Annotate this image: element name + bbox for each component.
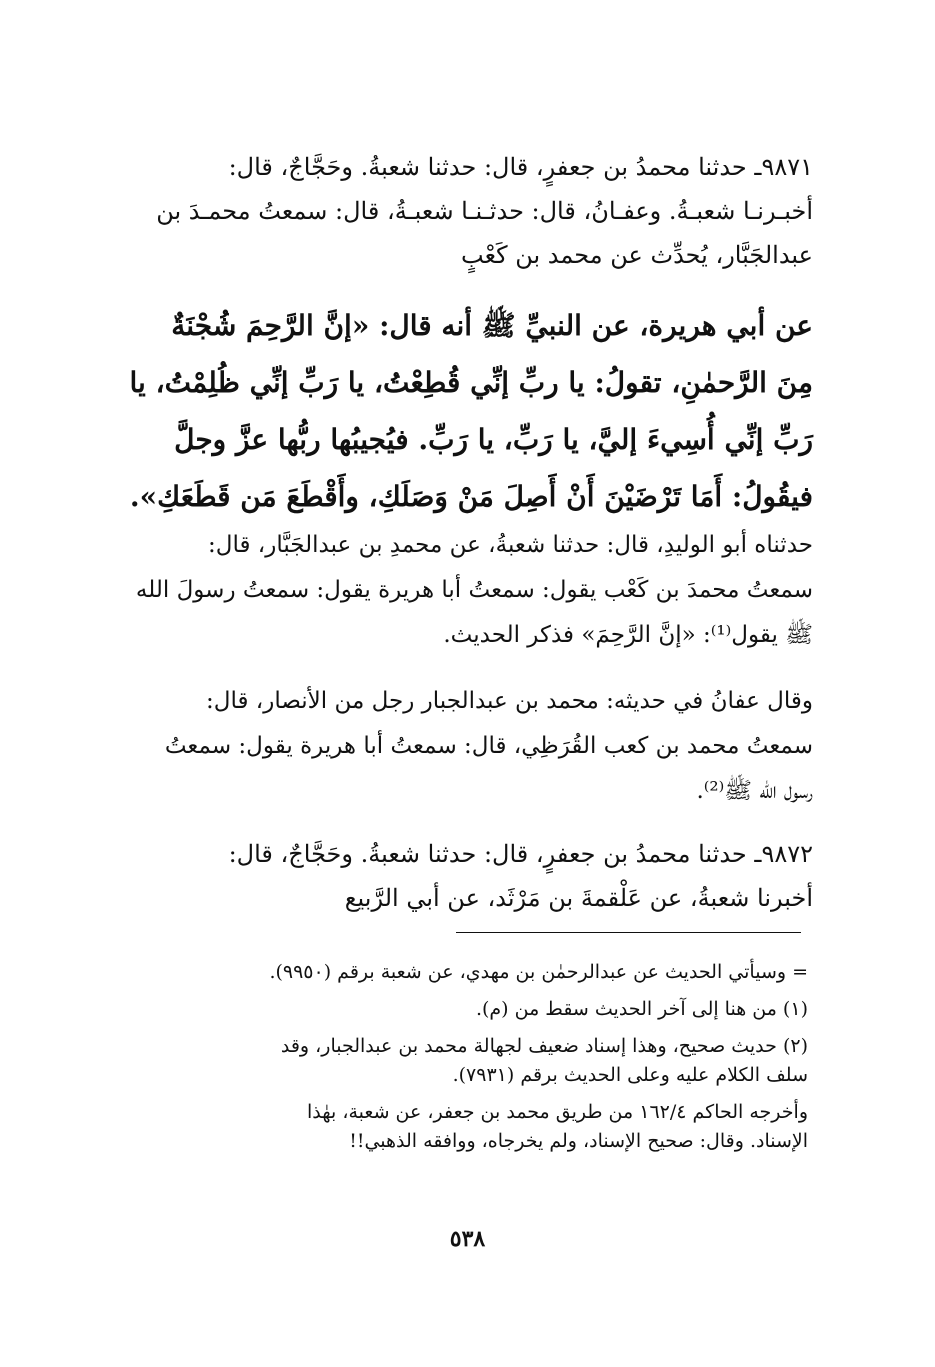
hadith-9872-chain: [95, 832, 813, 920]
text-line: أخبرنا شعبةُ، عن عَلْقمةَ بن مَرْثَد، عن أبي الرَّبيع: [344, 884, 813, 912]
footnote-continuation: [108, 958, 808, 987]
footnote-1: [108, 995, 808, 1024]
text-line: عن أبي هريرة، عن النبيِّ ﷺ أنه قال: «إنَّ الرَّحِمَ شُجْنَةٌ: [171, 309, 813, 342]
text-line: وقال عفانُ في حديثه: محمد بن عبدالجبار رجل من الأنصار، قال:: [206, 688, 813, 714]
text-line: = وسيأتي الحديث عن عبدالرحمٰن بن مهدي، عن شعبة برقم (٩٩٥٠).: [269, 961, 808, 983]
text-line: ٩٨٧٢ـ حدثنا محمدُ بن جعفرٍ، قال: حدثنا شعبةُ. وحَجَّاجٌ، قال:: [228, 840, 813, 868]
text-line: فيقُولُ: أَمَا تَرْضَيْنَ أَنْ أَصِلَ مَنْ وَصَلَكِ، وأَقْطَعَ مَن قَطَعَكِ».: [129, 480, 813, 513]
text-line: (٢) حديث صحيح، وهذا إسناد ضعيف لجهالة محمد بن عبدالجبار، وقد: [280, 1035, 808, 1057]
text-line: أخبـرنـا شعبـةُ. وعفـانُ، قال: حدثـنـا شعبـةُ، قال: سمعتُ محمـدَ بن: [156, 197, 813, 225]
footnote-2: [108, 1032, 808, 1090]
text-line: (١) من هنا إلى آخر الحديث سقط من (م).: [475, 998, 808, 1020]
text-line: رَبِّ إنِّي أُسِيءَ إليَّ، يا رَبِّ، يا رَبِّ. فيُجيبُها ربُّها عزَّ وجلَّ: [174, 423, 813, 456]
text-line: مِنَ الرَّحمٰنِ، تقولُ: يا ربِّ إنِّي قُطِعْتُ، يا رَبِّ إنِّي ظُلِمْتُ، يا: [129, 366, 813, 399]
text-line: سمعتُ محمد بن كعب القُرَظِي، قال: سمعتُ أبا هريرة يقول: سمعتُ: [164, 733, 813, 759]
text-line: عبدالجَبَّار، يُحدِّث عن محمد بن كَعْبٍ: [461, 241, 813, 269]
abu-walid-chain: [95, 523, 813, 658]
text-line: سلف الكلام عليه وعلى الحديث برقم (٧٩٣١).: [452, 1064, 808, 1086]
affan-note: [95, 679, 813, 814]
footnote-2-continued: [108, 1098, 808, 1156]
text-line: الإسناد. وقال: صحيح الإسناد، ولم يخرجاه، ووافقه الذهبي!!: [349, 1130, 808, 1152]
text-line: وأخرجه الحاكم ١٦٢/٤ من طريق محمد بن جعفر، عن شعبة، بهٰذا: [307, 1101, 808, 1123]
page-number: ٥٣٨: [449, 1226, 486, 1252]
hadith-matn: [95, 297, 813, 525]
text-line: حدثناه أبو الوليدِ، قال: حدثنا شعبةُ، عن محمدِ بن عبدالجَبَّار، قال:: [208, 532, 813, 558]
text-line: رسول الله ﷺ⁽²⁾.: [696, 778, 813, 804]
footnote-separator: [456, 932, 801, 933]
hadith-9871-chain: [95, 145, 813, 277]
text-line: ٩٨٧١ـ حدثنا محمدُ بن جعفرٍ، قال: حدثنا شعبةُ. وحَجَّاجٌ، قال:: [228, 153, 813, 181]
text-line: ﷺ يقول⁽¹⁾: «إنَّ الرَّحِمَ» فذكر الحديث.: [443, 622, 813, 648]
footnotes: [108, 958, 808, 1164]
text-line: سمعتُ محمدَ بن كَعْب يقول: سمعتُ أبا هريرة يقول: سمعتُ رسولَ الله: [135, 577, 813, 603]
